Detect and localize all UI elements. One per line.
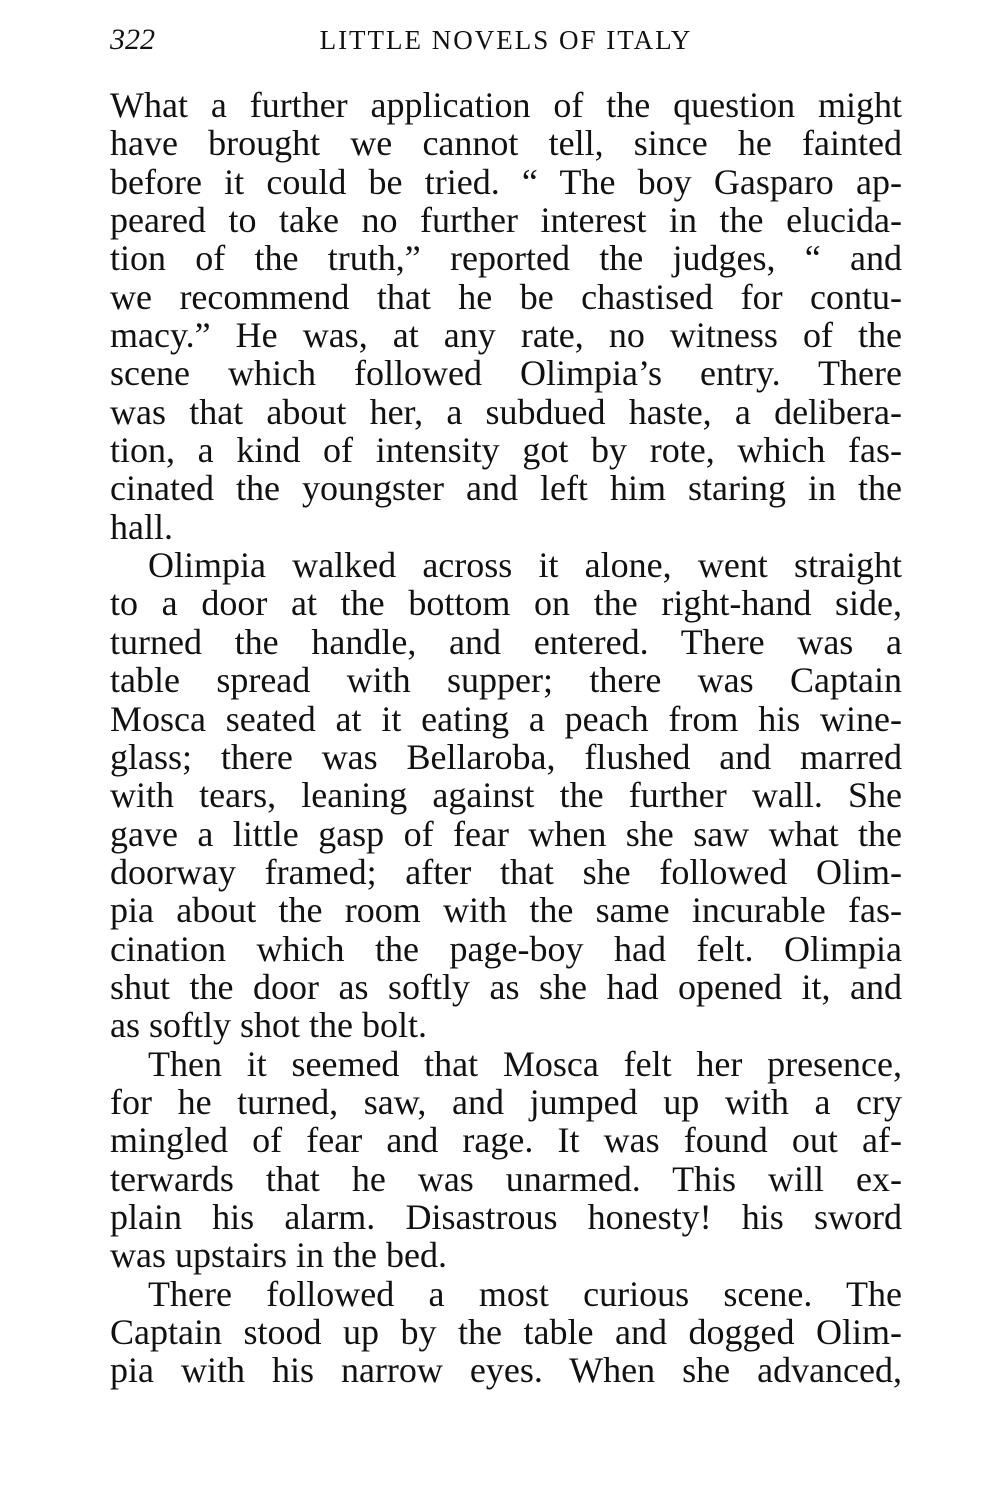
text-line: turned the handle, and entered. There was a (110, 621, 902, 662)
text-line: have brought we cannot tell, since he fainted (110, 123, 902, 164)
text-line: cination which the page-boy had felt. Olimpia (110, 928, 902, 969)
text-line: plain his alarm. Disastrous honesty! his sword (110, 1196, 902, 1237)
text-line: Captain stood up by the table and dogged Olim- (110, 1312, 902, 1352)
text-line: Then it seemed that Mosca felt her presence, (148, 1043, 902, 1084)
text-line: shut the door as softly as she had opened it, and (110, 966, 902, 1007)
text-line: pia about the room with the same incurable fas- (110, 890, 902, 931)
text-line: for he turned, saw, and jumped up with a cry (110, 1081, 902, 1122)
text-line: we recommend that he be chastised for contu- (110, 276, 902, 317)
text-line: before it could be tried. “ The boy Gasparo ap- (110, 161, 902, 202)
text-line: hall. (110, 506, 173, 547)
text-line: mingled of fear and rage. It was found out af- (110, 1120, 902, 1161)
text-line: was that about her, a subdued haste, a delibera- (110, 391, 902, 432)
text-line: tion, a kind of intensity got by rote, which fas- (110, 430, 902, 471)
text-line: doorway framed; after that she followed Olim- (110, 851, 902, 892)
body-text (110, 86, 902, 1390)
text-line: peared to take no further interest in the elucida- (110, 200, 902, 241)
running-title: LITTLE NOVELS OF ITALY (319, 25, 693, 55)
text-line: What a further application of the question might (110, 85, 902, 125)
page-header (110, 20, 902, 60)
text-line: cinated the youngster and left him staring in the (110, 468, 902, 509)
text-line: Mosca seated at it eating a peach from his wine- (110, 698, 902, 739)
text-line: as softly shot the bolt. (110, 1005, 427, 1046)
text-line: scene which followed Olimpia’s entry. There (110, 353, 902, 394)
text-line: was upstairs in the bed. (110, 1235, 447, 1276)
text-line: terwards that he was unarmed. This will ex- (110, 1158, 902, 1199)
text-line: There followed a most curious scene. The (148, 1273, 902, 1314)
page-number: 322 (110, 23, 155, 56)
text-line: pia with his narrow eyes. When she advanced, (110, 1350, 902, 1391)
text-line: with tears, leaning against the further wall. She (110, 775, 902, 816)
text-line: table spread with supper; there was Captain (110, 660, 902, 701)
text-line: to a door at the bottom on the right-hand side, (110, 583, 902, 624)
text-line: gave a little gasp of fear when she saw what the (110, 813, 902, 854)
text-line: tion of the truth,” reported the judges, “ and (110, 238, 902, 279)
text-line: macy.” He was, at any rate, no witness of the (110, 315, 902, 356)
text-line: Olimpia walked across it alone, went straight (148, 545, 902, 586)
text-line: glass; there was Bellaroba, flushed and marred (110, 736, 902, 777)
